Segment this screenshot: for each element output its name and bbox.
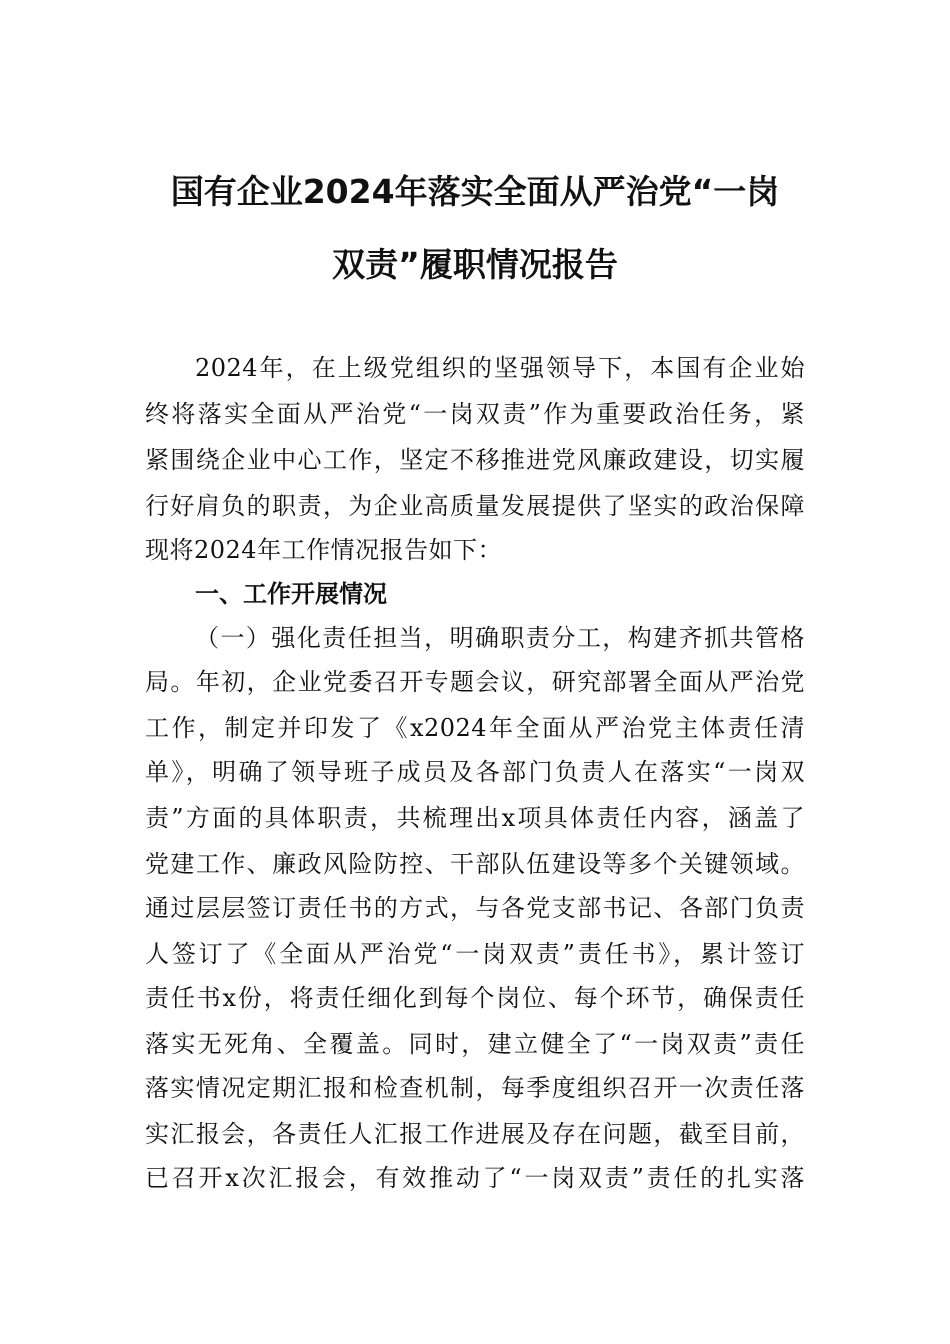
document-title-line-1: 国有企业2024年落实全面从严治党“一岗 — [170, 172, 780, 211]
sub1-line-9: 责任书x份，将责任细化到每个岗位、每个环节，确保责任 — [145, 984, 805, 1012]
sub1-line-3: 工作，制定并印发了《x2024年全面从严治党主体责任清 — [145, 714, 805, 742]
section-heading: 一、工作开展情况 — [195, 580, 387, 608]
sub1-line-10: 落实无死角、全覆盖。同时，建立健全了“一岗双责”责任 — [145, 1030, 805, 1058]
sub1-line-5: 责”方面的具体职责，共梳理出x项具体责任内容，涵盖了 — [145, 804, 805, 832]
intro-line-1: 2024年，在上级党组织的坚强领导下，本国有企业始 — [195, 354, 805, 382]
intro-line-3: 紧围绕企业中心工作，坚定不移推进党风廉政建设，切实履 — [145, 446, 805, 474]
sub1-line-12: 实汇报会，各责任人汇报工作进展及存在问题，截至目前， — [145, 1120, 805, 1148]
document-title-line-2: 双责”履职情况报告 — [332, 245, 618, 284]
intro-line-5: 现将2024年工作情况报告如下： — [145, 536, 503, 564]
sub1-line-1: （一）强化责任担当，明确职责分工，构建齐抓共管格 — [195, 624, 805, 652]
sub1-line-13: 已召开x次汇报会，有效推动了“一岗双责”责任的扎实落 — [145, 1164, 805, 1192]
sub1-line-7: 通过层层签订责任书的方式，与各党支部书记、各部门负责 — [145, 894, 805, 922]
intro-line-2: 终将落实全面从严治党“一岗双责”作为重要政治任务，紧 — [145, 400, 805, 428]
sub1-line-4: 单》，明确了领导班子成员及各部门负责人在落实“一岗双 — [145, 758, 805, 786]
sub1-line-8: 人签订了《全面从严治党“一岗双责”责任书》，累计签订 — [145, 940, 805, 968]
sub1-line-2: 局。年初，企业党委召开专题会议，研究部署全面从严治党 — [145, 668, 805, 696]
sub1-line-11: 落实情况定期汇报和检查机制，每季度组织召开一次责任落 — [145, 1074, 805, 1102]
intro-line-4: 行好肩负的职责，为企业高质量发展提供了坚实的政治保障 — [145, 492, 805, 520]
sub1-line-6: 党建工作、廉政风险防控、干部队伍建设等多个关键领域。 — [145, 850, 805, 878]
